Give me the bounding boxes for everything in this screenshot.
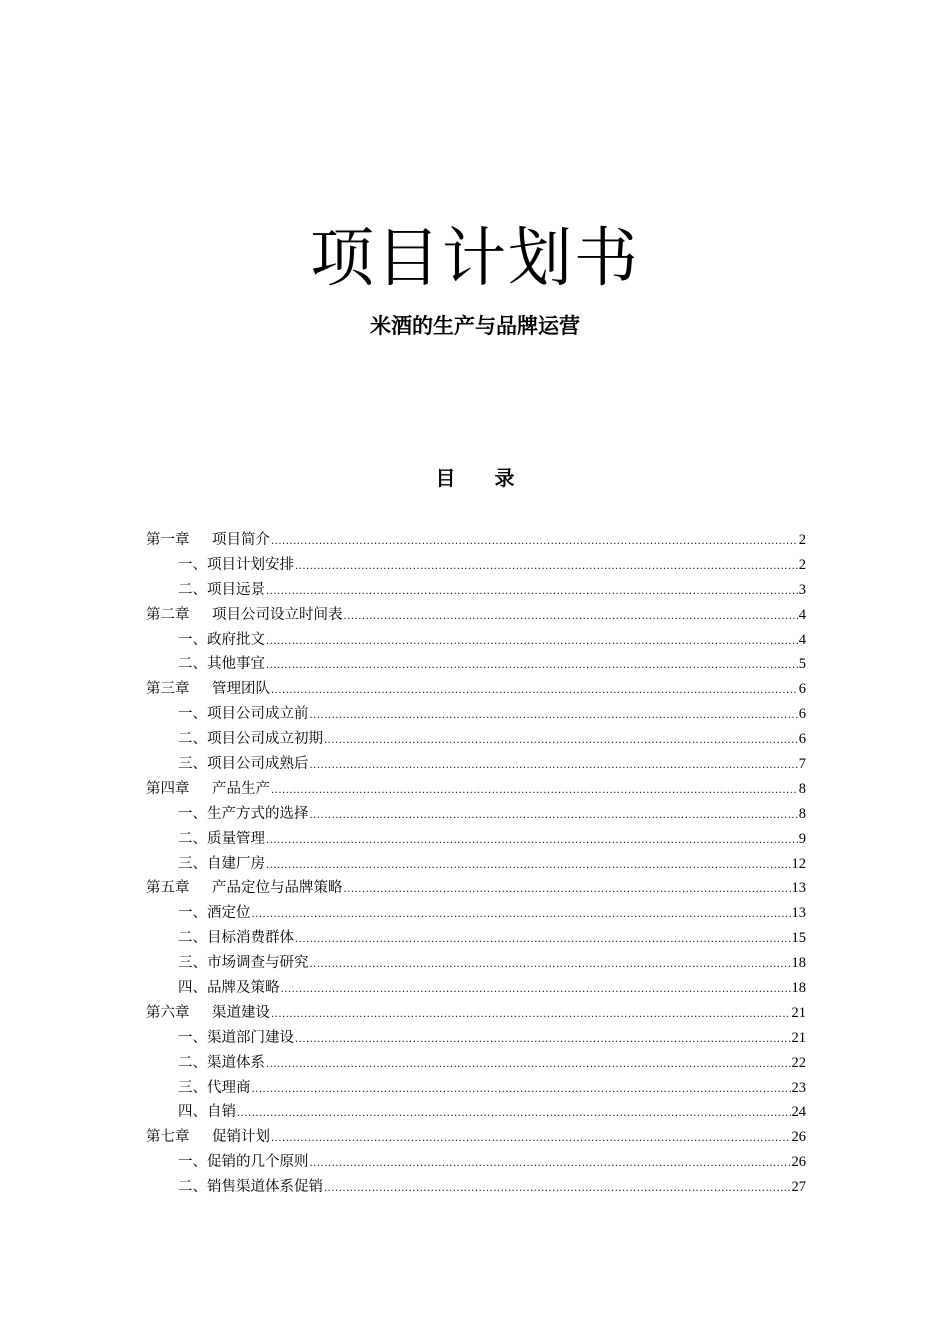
- toc-entry-number: 一、: [178, 631, 207, 648]
- toc-chapter-entry[interactable]: [146, 1001, 806, 1026]
- toc-heading: 目 录: [435, 466, 531, 490]
- toc-entry-label: [178, 802, 309, 827]
- toc-dot-leader: [237, 1102, 791, 1127]
- toc-section-entry[interactable]: [146, 553, 806, 578]
- toc-page-number: 9: [798, 830, 806, 847]
- toc-entry-label: [178, 1150, 309, 1175]
- toc-section-entry[interactable]: [146, 901, 806, 926]
- toc-entry-label: [178, 578, 265, 603]
- toc-entry-label: [146, 1001, 270, 1026]
- toc-dot-leader: [310, 704, 798, 729]
- toc-page-number: 13: [791, 880, 806, 897]
- toc-entry-label: [178, 901, 251, 926]
- toc-dot-leader: [281, 978, 791, 1003]
- toc-section-entry[interactable]: [146, 578, 806, 603]
- toc-page-number: 5: [798, 656, 806, 673]
- toc-entry-number: 三、: [178, 1079, 207, 1096]
- toc-chapter-entry[interactable]: [146, 677, 806, 702]
- toc-entry-label: [178, 553, 294, 578]
- toc-section-entry[interactable]: [146, 1150, 806, 1175]
- toc-entry-label: [146, 777, 270, 802]
- toc-entry-number: 三、: [178, 855, 207, 872]
- toc-section-entry[interactable]: [146, 976, 806, 1001]
- toc-entry-title: 项目公司成立初期: [207, 731, 323, 748]
- toc-entry-number: 二、: [178, 830, 207, 847]
- toc-page-number: 21: [791, 1004, 806, 1021]
- toc-page-number: 4: [798, 631, 806, 648]
- toc-entry-title: 项目远景: [207, 581, 265, 598]
- toc-entry-number: 一、: [178, 706, 207, 723]
- toc-entry-title: 产品定位与品牌策略: [212, 880, 343, 897]
- toc-dot-leader: [271, 1127, 791, 1152]
- toc-page-number: 2: [798, 556, 806, 573]
- toc-entry-label: [178, 752, 309, 777]
- toc-entry-label: [178, 702, 309, 727]
- toc-entry-title: 项目公司成熟后: [207, 756, 309, 773]
- toc-entry-label: [178, 628, 265, 653]
- toc-entry-title: 管理团队: [212, 681, 270, 698]
- toc-entry-title: 其他事宜: [207, 656, 265, 673]
- toc-entry-title: 产品生产: [212, 780, 270, 797]
- toc-dot-leader: [344, 605, 798, 630]
- toc-page-number: 12: [791, 855, 806, 872]
- toc-entry-number: 第二章: [146, 606, 190, 623]
- toc-dot-leader: [266, 654, 798, 679]
- toc-page-number: 6: [798, 706, 806, 723]
- toc-entry-title: 质量管理: [207, 830, 265, 847]
- toc-entry-title: 代理商: [207, 1079, 251, 1096]
- toc-entry-number: 一、: [178, 905, 207, 922]
- toc-dot-leader: [310, 1152, 791, 1177]
- toc-page-number: 6: [798, 731, 806, 748]
- toc-dot-leader: [266, 1053, 791, 1078]
- toc-section-entry[interactable]: [146, 1026, 806, 1051]
- toc-section-entry[interactable]: [146, 1100, 806, 1125]
- toc-page-number: 7: [798, 756, 806, 773]
- document-title: 项目计划书: [310, 221, 640, 296]
- toc-entry-number: 一、: [178, 1029, 207, 1046]
- toc-section-entry[interactable]: [146, 827, 806, 852]
- toc-dot-leader: [271, 679, 798, 704]
- toc-dot-leader: [271, 779, 798, 804]
- toc-entry-title: 渠道部门建设: [207, 1029, 294, 1046]
- toc-entry-title: 目标消费群体: [207, 930, 294, 947]
- toc-dot-leader: [266, 580, 798, 605]
- toc-entry-label: [178, 727, 323, 752]
- toc-dot-leader: [344, 878, 791, 903]
- toc-page-number: 21: [791, 1029, 806, 1046]
- toc-section-entry[interactable]: [146, 702, 806, 727]
- toc-page-number: 23: [791, 1079, 806, 1096]
- toc-entry-label: [146, 603, 343, 628]
- toc-dot-leader: [295, 1028, 791, 1053]
- toc-entry-title: 项目计划安排: [207, 556, 294, 573]
- toc-dot-leader: [266, 854, 791, 879]
- toc-page-number: 18: [791, 980, 806, 997]
- toc-dot-leader: [271, 530, 798, 555]
- toc-entry-title: 市场调查与研究: [207, 955, 309, 972]
- toc-entry-title: 促销计划: [212, 1129, 270, 1146]
- toc-chapter-entry[interactable]: [146, 1125, 806, 1150]
- toc-entry-number: 二、: [178, 1179, 207, 1196]
- toc-entry-label: [146, 528, 270, 553]
- toc-section-entry[interactable]: [146, 628, 806, 653]
- toc-page-number: 6: [798, 681, 806, 698]
- toc-section-entry[interactable]: [146, 951, 806, 976]
- toc-dot-leader: [252, 903, 791, 928]
- toc-entry-number: 第五章: [146, 880, 190, 897]
- toc-entry-title: 品牌及策略: [207, 980, 280, 997]
- toc-entry-label: [146, 1125, 270, 1150]
- toc-page-number: 8: [798, 805, 806, 822]
- toc-entry-title: 生产方式的选择: [207, 805, 309, 822]
- toc-chapter-entry[interactable]: [146, 777, 806, 802]
- toc-entry-number: 二、: [178, 731, 207, 748]
- toc-entry-label: [146, 677, 270, 702]
- toc-section-entry[interactable]: [146, 1076, 806, 1101]
- toc-entry-title: 促销的几个原则: [207, 1154, 309, 1171]
- toc-page-number: 2: [798, 532, 806, 548]
- toc-page-number: 13: [791, 905, 806, 922]
- toc-entry-label: [178, 1100, 236, 1125]
- toc-entry-title: 政府批文: [207, 631, 265, 648]
- toc-entry-number: 第四章: [146, 780, 190, 797]
- toc-dot-leader: [310, 953, 791, 978]
- toc-page-number: 22: [791, 1054, 806, 1071]
- toc-chapter-entry[interactable]: [146, 603, 806, 628]
- toc-page-number: 3: [798, 581, 806, 598]
- toc-chapter-entry[interactable]: [146, 528, 806, 553]
- toc-page-number: 8: [798, 780, 806, 797]
- toc-entry-label: [178, 951, 309, 976]
- toc-entry-number: 一、: [178, 805, 207, 822]
- toc-entry-title: 渠道体系: [207, 1054, 265, 1071]
- toc-page-number: 26: [791, 1129, 806, 1146]
- toc-dot-leader: [310, 804, 798, 829]
- toc-page-number: 4: [798, 606, 806, 623]
- toc-dot-leader: [310, 754, 798, 779]
- toc-entry-number: 一、: [178, 1154, 207, 1171]
- toc-entry-number: 四、: [178, 980, 207, 997]
- toc-entry-number: 第七章: [146, 1129, 190, 1146]
- toc-section-entry[interactable]: [146, 652, 806, 677]
- toc-entry-title: 自建厂房: [207, 855, 265, 872]
- toc-entry-number: 二、: [178, 1054, 207, 1071]
- toc-section-entry[interactable]: [146, 926, 806, 951]
- toc-dot-leader: [252, 1078, 791, 1103]
- toc-entry-label: [178, 1026, 294, 1051]
- toc-section-entry[interactable]: [146, 852, 806, 877]
- toc-entry-number: 二、: [178, 581, 207, 598]
- toc-entry-number: 三、: [178, 756, 207, 773]
- toc-entry-number: 第六章: [146, 1004, 190, 1021]
- toc-entry-title: 渠道建设: [212, 1004, 270, 1021]
- toc-section-entry[interactable]: [146, 802, 806, 827]
- toc-entry-label: [178, 926, 294, 951]
- document-subtitle: 米酒的生产与品牌运营: [370, 313, 580, 338]
- toc-entry-number: 四、: [178, 1104, 207, 1121]
- toc-page-number: 24: [791, 1104, 806, 1121]
- toc-page-number: 27: [791, 1179, 806, 1196]
- toc-entry-title: 项目简介: [212, 532, 270, 548]
- toc-page-number: 15: [791, 930, 806, 947]
- toc-entry-title: 项目公司成立前: [207, 706, 309, 723]
- toc-chapter-entry[interactable]: [146, 876, 806, 901]
- toc-entry-number: 二、: [178, 656, 207, 673]
- toc-dot-leader: [266, 630, 798, 655]
- toc-entry-label: [178, 1051, 265, 1076]
- toc-entry-title: 项目公司设立时间表: [212, 606, 343, 623]
- toc-entry-number: 二、: [178, 930, 207, 947]
- toc-entry-title: 酒定位: [207, 905, 251, 922]
- toc-dot-leader: [295, 928, 791, 953]
- toc-entry-label: [178, 652, 265, 677]
- toc-section-entry[interactable]: [146, 1175, 806, 1200]
- toc-entry-label: [178, 976, 280, 1001]
- toc-entry-label: [178, 1175, 323, 1200]
- toc-section-entry[interactable]: [146, 752, 806, 777]
- toc-entry-label: [146, 876, 343, 901]
- toc-entry-number: 第三章: [146, 681, 190, 698]
- toc-entry-title: 销售渠道体系促销: [207, 1179, 323, 1196]
- toc-section-entry[interactable]: [146, 1051, 806, 1076]
- toc-dot-leader: [295, 555, 798, 580]
- toc-page-number: 26: [791, 1154, 806, 1171]
- toc-entry-number: 三、: [178, 955, 207, 972]
- toc-dot-leader: [271, 1003, 791, 1028]
- toc-page-number: 18: [791, 955, 806, 972]
- toc-entry-title: 自销: [207, 1104, 236, 1121]
- toc-entry-label: [178, 827, 265, 852]
- toc-entry-number: 一、: [178, 556, 207, 573]
- toc-dot-leader: [324, 729, 798, 754]
- toc-dot-leader: [266, 829, 798, 854]
- toc-dot-leader: [324, 1177, 791, 1202]
- table-of-contents: [146, 528, 806, 1200]
- toc-entry-label: [178, 852, 265, 877]
- toc-entry-number: 第一章: [146, 532, 190, 548]
- toc-section-entry[interactable]: [146, 727, 806, 752]
- toc-entry-label: [178, 1076, 251, 1101]
